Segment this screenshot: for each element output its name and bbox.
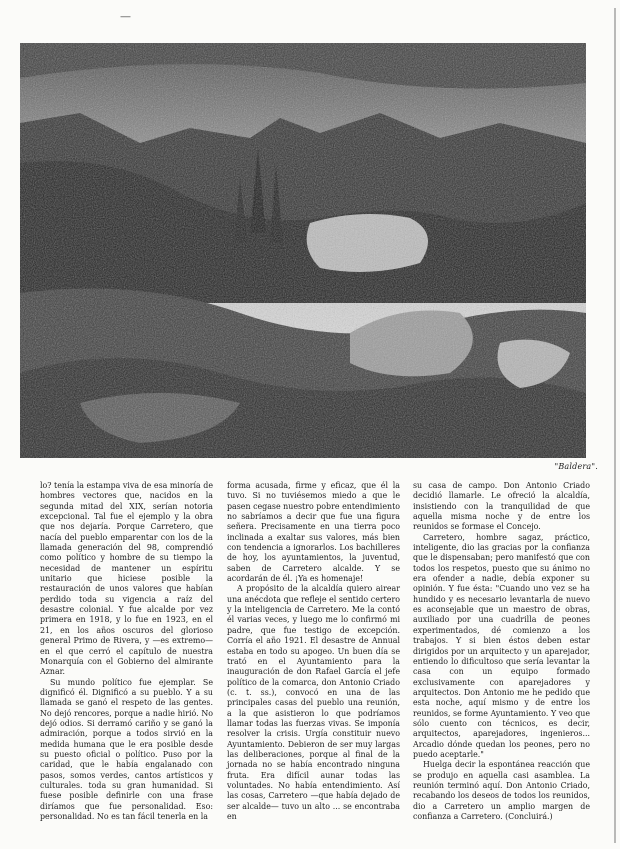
landscape-painting	[20, 43, 586, 458]
paragraph: lo? tenía la estampa viva de esa minoría de hombres vectores que, nacidos en la segunda mitad del XIX, serían notoria excepcional. Tal fue el ejemplo y la obra que nos dejaría. Porque Carretero, que nacía del pueblo emparentar con los de la llamada generación del 98, comprendió como político y hombre de su tiempo la necesidad de mantener un espíritu unitario que hiciese posible la restauración de unos valores que habían perdido toda su vigencia a raíz del desastre colonial. Y fue alcalde por vez primera en 1918, y lo fue en 1923, en el 21, en los años oscuros del glorioso general Primo de Rivera, y —es extremo— en el que cerró el capítulo de nuestra Monarquía con el Gobierno del almirante Aznar.	[40, 481, 213, 677]
paragraph: Carretero, hombre sagaz, práctico, inteligente, dio las gracias por la confianza que le dispensaban; pero manifestó que con todos los respetos, puesto que su ánimo no era ofender a nadie, debía exponer su opinión. Y fue ésta: "Cuando uno vez se ha hundido y es necesario levantarla de nuevo es aconsejable que un maestro de obras, auxiliado por una cuadrilla de peones experimentados, dé comienzo a los trabajos. Y si bien éstos deben estar dirigidos por un arquitecto y un aparejador, entiendo lo dificultoso que sería levantar la casa con un equipo formado exclusivamente con aparejadores y arquitectos. Don Antonio me he pedido que esta noche, aquí mismo y de entre los reunidos, se forme Ayuntamiento. Y veo que sólo cuento con técnicos, es decir, arquitectos, aparejadores, ingenieros... Arcadio dónde quedan los peones, pero no puedo aceptarle."	[413, 532, 590, 759]
column-2	[227, 481, 400, 822]
paragraph: forma acusada, firme y eficaz, que él la tuvo. Si no tuviésemos miedo a que le pasen cegase nuestro pobre entendimiento no sabríamos a decir que fue una figura señera. Precisamente en una tierra poco inclinada a exaltar sus valores, más bien con tendencia a ignorarlos. Los bachilleres de hoy, los ayuntamientos, la juventud, saben de Carretero alcalde. Y se acordarán de él. ¡Ya es homenaje!	[227, 481, 400, 584]
column-1	[40, 481, 213, 822]
paragraph: su casa de campo. Don Antonio Criado decidió llamarle. Le ofreció la alcaldía, insistiendo con la tranquilidad de que aquella misma noche y de entre los reunidos se formase el Concejo.	[413, 481, 590, 532]
paragraph: A propósito de la alcaldía quiero airear una anécdota que refleje el sentido certero y la inteligencia de Carretero. Me la contó él varias veces, y luego me lo confirmó mi padre, que fue testigo de excepción. Corría el año 1921. El desastre de Annual estaba en todo su apogeo. Un buen día se trató en el Ayuntamiento para la inauguración de don Rafael García el jefe político de la comarca, don Antonio Criado (c. t. ss.), convocó en una de las principales casas del pueblo una reunión, a la que asistieron lo que podríamos llamar todas las fuerzas vivas. Se imponía resolver la crisis. Urgía constituir nuevo Ayuntamiento. Debieron de ser muy largas las deliberaciones, porque al final de la jornada no se había encontrado ninguna fruta. Era difícil aunar todas las voluntades. No había entendimiento. Así las cosas, Carretero —que había dejado de ser alcalde— tuvo un alto ... se encontraba en	[227, 584, 400, 821]
painting-graphic	[20, 43, 586, 458]
page-edge-shadow	[614, 8, 616, 843]
paragraph: Huelga decir la espontánea reacción que se produjo en aquella casi asamblea. La reunión terminó aquí. Don Antonio Criado, recabando los deseos de todos los reunidos, dio a Carretero un amplio margen de confianza a Carretero. (Concluirá.)	[413, 760, 590, 821]
paragraph: Su mundo político fue ejemplar. Se dignificó él. Dignificó a su pueblo. Y a su llamada se ganó el respeto de las gentes. No dejó rencores, porque a nadie hirió. No dejó odios. Si derramó cariño y se ganó la admiración, porque a todos sirvió en la medida humana que le era posible desde su puesto oficial o político. Puso por la caridad, que le había engalanado con pasos, somos verdes, cantos artísticos y culturales. toda su gran humanidad. Si fuese posible definirle con una frase diríamos que fue personalidad. Eso: personalidad. No es tan fácil tenerla en la	[40, 677, 213, 821]
page-top-mark: —	[120, 10, 131, 23]
article-body	[40, 481, 592, 841]
photo-caption: "Baldera".	[554, 462, 598, 471]
column-3	[413, 481, 590, 822]
